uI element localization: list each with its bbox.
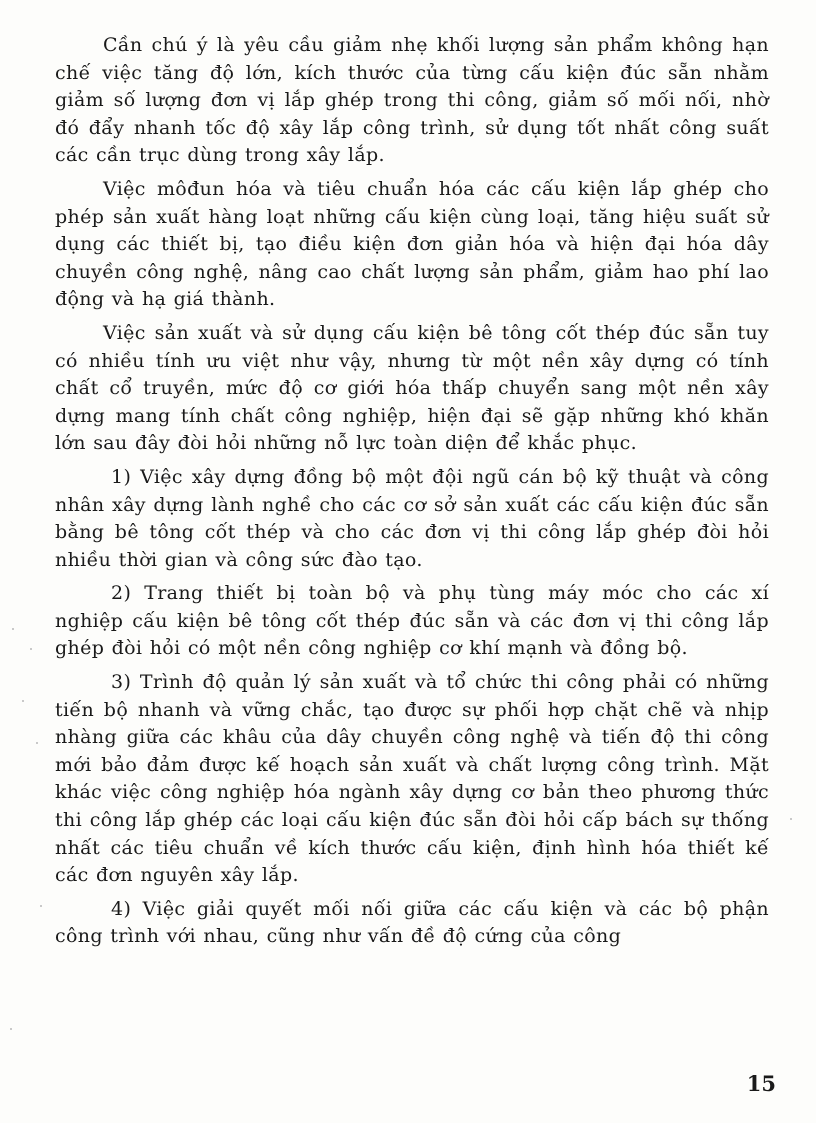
body-text: [55, 32, 769, 951]
page-number: 15: [746, 1071, 776, 1096]
scan-speck: [40, 905, 42, 907]
scan-speck: [30, 648, 32, 650]
list-item-3: 3) Trình độ quản lý sản xuất và tổ chức thi công phải có những tiến bộ nhanh và vững chắc, tạo được sự phối hợp chặt chẽ và nhịp nhàng giữa các khâu của dây chuyền công nghệ và tiến độ thi công mới bảo đảm được kế hoạch sản xuất và chất lượng công trình. Mặt khác việc công nghiệp hóa ngành xây dựng cơ bản theo phương thức thi công lắp ghép các loại cấu kiện đúc sẵn đòi hỏi cấp bách sự thống nhất các tiêu chuẩn về kích thước cấu kiện, định hình hóa thiết kế các đơn nguyên xây lắp.: [55, 671, 769, 887]
list-item-1: 1) Việc xây dựng đồng bộ một đội ngũ cán bộ kỹ thuật và công nhân xây dựng lành nghề cho các cơ sở sản xuất các cấu kiện đúc sẵn bằng bê tông cốt thép và cho các đơn vị thi công lắp ghép đòi hỏi nhiều thời gian và công sức đào tạo.: [55, 465, 769, 571]
list-item-2: 2) Trang thiết bị toàn bộ và phụ tùng máy móc cho các xí nghiệp cấu kiện bê tông cốt thép đúc sẵn và các đơn vị thi công lắp ghép đòi hỏi có một nền công nghiệp cơ khí mạnh và đồng bộ.: [55, 582, 769, 660]
list-item-4: 4) Việc giải quyết mối nối giữa các cấu kiện và các bộ phận công trình với nhau, cũng như vấn đề độ cứng của công: [55, 897, 769, 948]
scan-speck: [790, 818, 792, 820]
paragraph-1: Cần chú ý là yêu cầu giảm nhẹ khối lượng sản phẩm không hạn chế việc tăng độ lớn, kích thước của từng cấu kiện đúc sẵn nhằm giảm số lượng đơn vị lắp ghép trong thi công, giảm số mối nối, nhờ đó đẩy nhanh tốc độ xây lắp công trình, sử dụng tốt nhất công suất các cần trục dùng trong xây lắp.: [55, 34, 769, 167]
scan-speck: [12, 628, 14, 630]
scan-speck: [10, 1028, 12, 1030]
scan-speck: [22, 700, 24, 702]
paragraph-3: Việc sản xuất và sử dụng cấu kiện bê tông cốt thép đúc sẵn tuy có nhiều tính ưu việt như vậy, nhưng từ một nền xây dựng có tính chất cổ truyền, mức độ cơ giới hóa thấp chuyển sang một nền xây dựng mang tính chất công nghiệp, hiện đại sẽ gặp những khó khăn lớn sau đây đòi hỏi những nỗ lực toàn diện để khắc phục.: [55, 321, 769, 455]
scan-speck: [36, 742, 38, 744]
paragraph-2: Việc môđun hóa và tiêu chuẩn hóa các cấu kiện lắp ghép cho phép sản xuất hàng loạt những cấu kiện cùng loại, tăng hiệu suất sử dụng các thiết bị, tạo điều kiện đơn giản hóa và hiện đại hóa dây chuyền công nghệ, nâng cao chất lượng sản phẩm, giảm hao phí lao động và hạ giá thành.: [55, 177, 769, 311]
